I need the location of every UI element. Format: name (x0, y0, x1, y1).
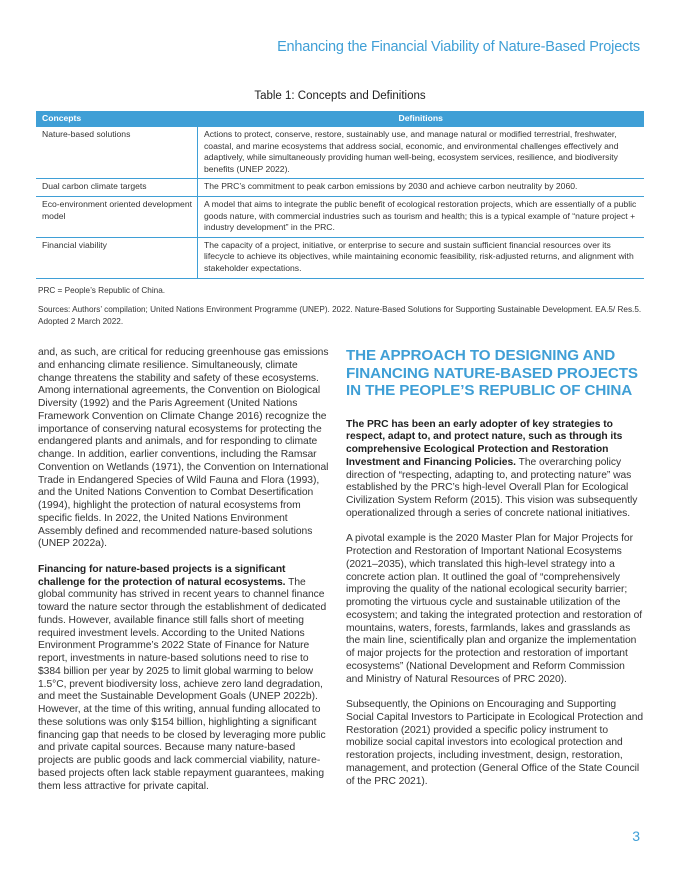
table-header-row (36, 111, 644, 127)
body-paragraph (38, 564, 330, 794)
concepts-table (36, 111, 644, 279)
paragraph-body: The overarching policy direction of “respecting, adapting to, and protecting nature” was established by the PRC’s high-level Overall Plan for Ecological Civilization System Reform (2015). This vision was subsequently operationalized through a series of concrete national initiatives. (346, 456, 638, 519)
table-row (36, 179, 644, 197)
concept-cell: Eco-environment oriented development model (36, 196, 198, 237)
running-head: Enhancing the Financial Viability of Nature-Based Projects (277, 39, 640, 55)
paragraph-body: A pivotal example is the 2020 Master Plan for Major Projects for Protection and Restoration of Important National Ecosystems (2021–2035), which translated this high-level strategy into a concrete action plan. It outlined the goal of “comprehensively improving the quality of the national ecological security barrier; promoting the virtuous cycle and sustainable utilization of the ecosystem; and taking the integrated protection and restoration of mountains, waters, forests, farmlands, lakes and grasslands as the main line, scientifically plan and organize the implementation of major projects for the protection and restoration of important ecosystems” (National Development and Reform Commission and Ministry of Natural Resources of PRC 2020). (346, 533, 643, 685)
body-paragraph (38, 347, 330, 551)
concept-cell: Financial viability (36, 237, 198, 278)
definition-cell: The PRC’s commitment to peak carbon emissions by 2030 and achieve carbon neutrality by 2060. (198, 179, 645, 197)
section-heading: THE APPROACH TO DESIGNING AND FINANCING NATURE-BASED PROJECTS IN THE PEOPLE’S REPUBLIC OF CHINA (346, 347, 638, 399)
paragraph-body: Subsequently, the Opinions on Encouraging and Supporting Social Capital Investors to Participate in Ecological Protection and Restoration (2021) provided a specific policy instrument to mobilize social capital investors into ecological protection and restoration projects, including investment, design, restoration, management, and protection (General Office of the State Council of the PRC 2021). (346, 699, 644, 787)
concept-cell: Dual carbon climate targets (36, 179, 198, 197)
body-paragraph (346, 419, 644, 521)
header-concepts: Concepts (36, 111, 198, 127)
paragraph-lead: Financing for nature-based projects is a significant challenge for the protection of natural ecosystems. (38, 563, 286, 588)
definition-cell: A model that aims to integrate the public benefit of ecological restoration projects, which are essentially of a public goods nature, with commercial industries such as tourism and health; this is a typical example of “nature project + industry development” in the PRC. (198, 196, 645, 237)
definition-cell: The capacity of a project, initiative, or enterprise to secure and sustain sufficient financial resources over its lifecycle to achieve its objectives, while maintaining economic feasibility, risk-adjusted returns, and alignment with stakeholder expectations. (198, 237, 645, 278)
definition-cell: Actions to protect, conserve, restore, sustainably use, and manage natural or modified terrestrial, freshwater, coastal, and marine ecosystems that address social, economic, and environmental challenges effectively and adaptively, while simultaneously providing human well-being, ecosystem services, resilience, and biodiversity benefits (UNEP 2022). (198, 127, 645, 179)
paragraph-lead: The PRC has been an early adopter of key strategies to respect, adapt to, and protect nature, such as through its comprehensive Ecological Protection and Restoration Investment and Financing Policies. (346, 418, 623, 468)
right-column (346, 347, 644, 801)
sources-note: Sources: Authors’ compilation; United Nations Environment Programme (UNEP). 2022. Nature-Based Solutions for Supporting Sustainable Development. EA.5/ Res.5. Adopted 2 March 2022. (38, 305, 642, 326)
table-caption: Table 1: Concepts and Definitions (254, 90, 426, 102)
page-number: 3 (632, 828, 640, 844)
table-row (36, 196, 644, 237)
header-definitions: Definitions (198, 111, 645, 127)
paragraph-body: and, as such, are critical for reducing greenhouse gas emissions and enhancing climate resilience. Simultaneously, climate change threatens the stability and safety of these ecosystems. Among international agreements, the Convention on Biological Diversity (1992) and the Paris Agreement (United Nations Framework Convention on Climate Change 2016) recognize the importance of conserving natural ecosystems for protecting the endangered plants and animals, and for responding to climate change. In addition, earlier conventions, including the Ramsar Convention on Wetlands (1971), the Convention on International Trade in Endangered Species of Wild Fauna and Flora (1993), and the United Nations Convention to Combat Desertification (1994), highlight the protection of natural ecosystems from specific fields. In 2022, the United Nations Environment Assembly defined and recommended nature-based solutions (UNEP 2022a). (38, 347, 329, 550)
body-paragraph (346, 533, 644, 686)
body-paragraph (346, 699, 644, 788)
paragraph-body: The global community has strived in recent years to channel finance toward the nature sector through the establishment of dedicated funds. However, available finance still falls short of meeting required investment levels. According to the United Nations Environment Programme’s 2022 State of Finance for Nature report, investments in nature-based solutions need to rise to $384 billion per year by 2025 to limit global warming to below 1.5°C, prevent biodiversity loss, achieve zero land degradation, and meet the Sustainable Development Goals (UNEP 2022b). However, at the time of this writing, annual funding allocated to these solutions was only $154 billion, highlighting a significant financing gap that needs to be closed by leveraging more public and private capital sources. Because many nature-based projects are public goods and lack commercial viability, nature-based projects often lack stable repayment guarantees, making them less attractive for private capital. (38, 576, 327, 792)
concept-cell: Nature-based solutions (36, 127, 198, 179)
left-column (38, 347, 330, 806)
table-row (36, 237, 644, 278)
abbreviation-note: PRC = People’s Republic of China. (38, 286, 166, 295)
table-row (36, 127, 644, 179)
